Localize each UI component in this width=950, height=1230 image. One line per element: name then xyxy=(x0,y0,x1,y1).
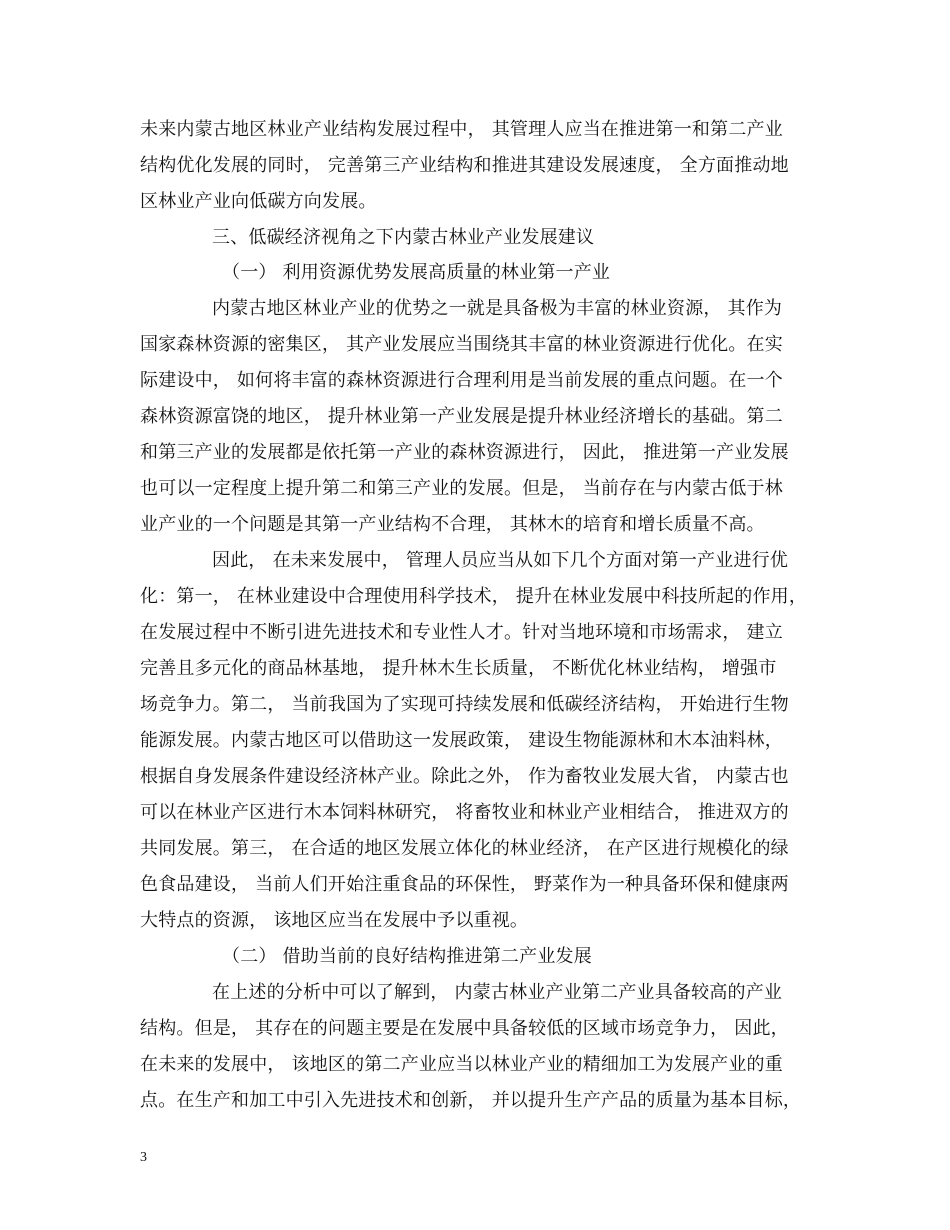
text-line: 场竞争力。第二， 当前我国为了实现可持续发展和低碳经济结构， 开始进行生物 xyxy=(140,694,789,715)
text-line: 能源发展。内蒙古地区可以借助这一发展政策， 建设生物能源林和木本油料林， xyxy=(140,730,783,751)
text-line: 业产业的一个问题是其第一产业结构不合理， 其林木的培育和增长质量不高。 xyxy=(140,514,765,535)
subsection-heading: （二） 借助当前的良好结构推进第二产业发展 xyxy=(222,946,592,967)
text-line: 色食品建设， 当前人们开始注重食品的环保性， 野菜作为一种具备环保和健康两 xyxy=(140,874,789,895)
text-line: 际建设中， 如何将丰富的森林资源进行合理利用是当前发展的重点问题。在一个 xyxy=(140,370,783,391)
text-line: 国家森林资源的密集区， 其产业发展应当围绕其丰富的林业资源进行优化。在实 xyxy=(140,334,783,355)
text-line: 根据自身发展条件建设经济林产业。除此之外， 作为畜牧业发展大省， 内蒙古也 xyxy=(140,766,789,787)
text-line: 点。在生产和加工中引入先进技术和创新， 并以提升生产产品的质量为基本目标， xyxy=(140,1090,802,1111)
text-line: 在发展过程中不断引进先进技术和专业性人才。针对当地环境和市场需求， 建立 xyxy=(140,622,783,643)
text-line: 大特点的资源， 该地区应当在发展中予以重视。 xyxy=(140,910,529,931)
subsection-heading: （一） 利用资源优势发展高质量的林业第一产业 xyxy=(222,262,611,283)
text-line: 完善且多元化的商品林基地， 提升林木生长质量， 不断优化林业结构， 增强市 xyxy=(140,658,777,679)
text-line: 未来内蒙古地区林业产业结构发展过程中， 其管理人应当在推进第一和第二产业 xyxy=(140,119,783,140)
text-line: 在未来的发展中， 该地区的第二产业应当以林业产业的精细加工为发展产业的重 xyxy=(140,1054,783,1075)
text-line: 内蒙古地区林业产业的优势之一就是具备极为丰富的林业资源， 其作为 xyxy=(212,298,783,319)
text-line: 结构。但是， 其存在的问题主要是在发展中具备较低的区域市场竞争力， 因此， xyxy=(140,1018,789,1039)
text-line: 区林业产业向低碳方向发展。 xyxy=(140,191,377,212)
text-line: 也可以一定程度上提升第二和第三产业的发展。但是， 当前存在与内蒙古低于林 xyxy=(140,478,783,499)
section-heading: 三、低碳经济视角之下内蒙古林业产业发展建议 xyxy=(212,227,595,248)
text-line: 化：第一， 在林业建设中合理使用科学技术， 提升在林业发展中科技所起的作用， xyxy=(140,586,808,607)
text-line: 共同发展。第三， 在合适的地区发展立体化的林业经济， 在产区进行规模化的绿 xyxy=(140,838,789,859)
text-line: 森林资源富饶的地区， 提升林业第一产业发展是提升林业经济增长的基础。第二 xyxy=(140,406,783,427)
text-line: 结构优化发展的同时， 完善第三产业结构和推进其建设发展速度， 全方面推动地 xyxy=(140,155,789,176)
page-number: 3 xyxy=(140,1150,147,1165)
text-line: 因此， 在未来发展中， 管理人员应当从如下几个方面对第一产业进行优 xyxy=(212,550,789,571)
text-line: 和第三产业的发展都是依托第一产业的森林资源进行， 因此， 推进第一产业发展 xyxy=(140,442,789,463)
text-line: 在上述的分析中可以了解到， 内蒙古林业产业第二产业具备较高的产业 xyxy=(212,982,783,1003)
text-line: 可以在林业产区进行木本饲料林研究， 将畜牧业和林业产业相结合， 推进双方的 xyxy=(140,802,789,823)
